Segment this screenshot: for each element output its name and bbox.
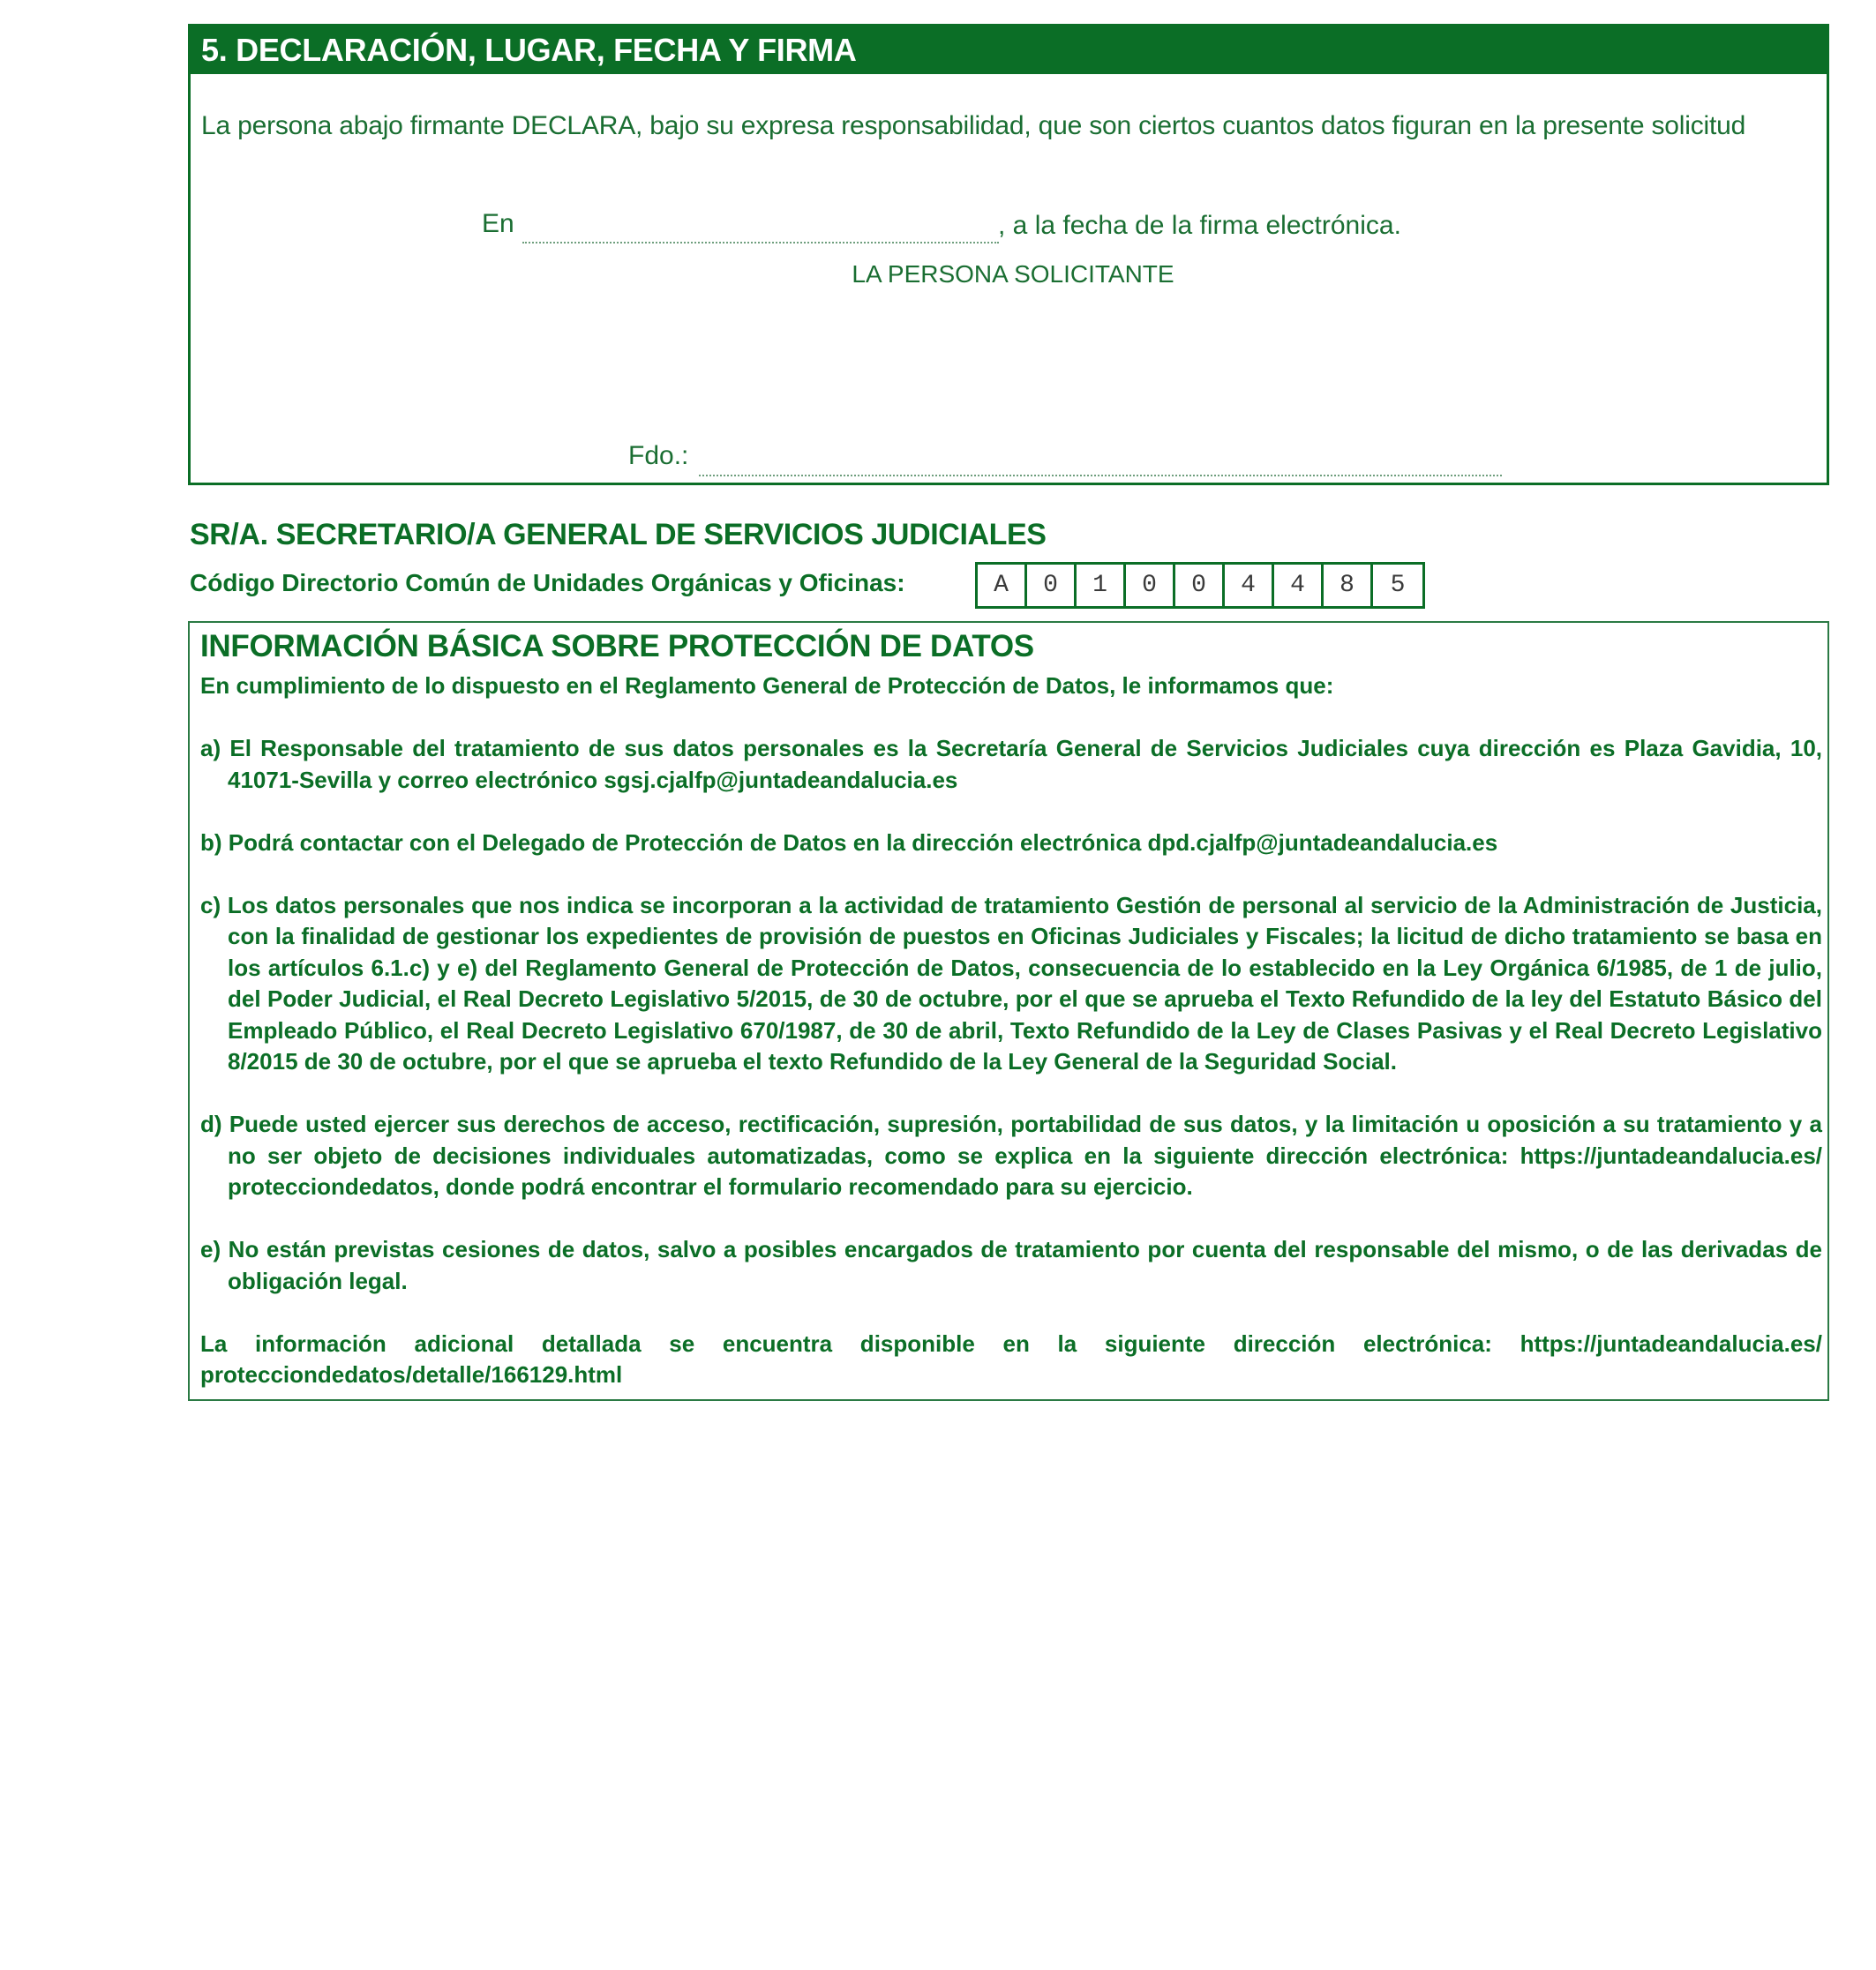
- code-char: 0: [1175, 565, 1225, 606]
- data-protection-body: [200, 670, 1822, 1391]
- recipient-title: SR/A. SECRETARIO/A GENERAL DE SERVICIOS JUDICIALES: [190, 518, 1047, 551]
- declaration-text: La persona abajo firmante DECLARA, bajo su expresa responsabilidad, que son ciertos cuantos datos figuran en la presente solicitud: [201, 111, 1746, 140]
- data-protection-item: e) No están previstas cesiones de datos, salvo a posibles encargados de tratamiento por cuenta del responsable del mismo, o de las derivadas de obligación legal.: [200, 1236, 1822, 1294]
- data-protection-item: c) Los datos personales que nos indica se incorporan a la actividad de tratamiento Gestión de personal al servicio de la Administración de Justicia, con la finalidad de gestionar los expedientes de provisión de puestos en Oficinas Judiciales y Fiscales; la licitud de dicho tratamiento se basa en los artículos 6.1.c) y e) del Reglamento General de Protección de Datos, consecuencia de lo establecido en la Ley Orgánica 6/1985, de 1 de julio, del Poder Judicial, el Real Decreto Legislativo 5/2015, de 30 de octubre, por el que se aprueba el Texto Refundido de la ley del Estatuto Básico del Empleado Público, el Real Decreto Legislativo 670/1987, de 30 de abril, Texto Refundido de la Ley de Clases Pasivas y el Real Decreto Legislativo 8/2015 de 30 de octubre, por el que se aprueba el texto Refundido de la Ley General de la Seguridad Social.: [200, 891, 1822, 1075]
- code-char: 0: [1126, 565, 1175, 606]
- directory-code: [975, 562, 1425, 609]
- code-char: 4: [1225, 565, 1274, 606]
- signature-field[interactable]: [699, 475, 1502, 476]
- code-char: 8: [1324, 565, 1373, 606]
- declaration-section: [188, 24, 1829, 485]
- data-protection-section: [188, 621, 1829, 1401]
- code-char: A: [978, 565, 1027, 606]
- data-protection-item: a) El Responsable del tratamiento de sus datos personales es la Secretaría General de Servicios Judiciales cuya dirección es Plaza Gavidia, 10, 41071-Sevilla y correo electrónico sgsj.cjalfp@juntadeandalucia.es: [200, 735, 1822, 793]
- data-protection-item: d) Puede usted ejercer sus derechos de acceso, rectificación, supresión, portabilidad de sus datos, y la limitación u oposición a su tratamiento y a no ser objeto de decisiones individuales automatizadas, como se explica en la siguiente dirección electrónica: https://juntadeandalucia.es/ protecciondedatos, donde podrá encontrar el formulario recomendado para su ejercicio.: [200, 1111, 1822, 1200]
- code-char: 5: [1390, 572, 1406, 599]
- code-char: 4: [1274, 565, 1324, 606]
- declaration-header: [191, 26, 1827, 74]
- declaration-title: 5. DECLARACIÓN, LUGAR, FECHA Y FIRMA: [201, 32, 857, 68]
- place-label: En: [482, 209, 514, 238]
- code-char: 0: [1027, 565, 1077, 606]
- data-protection-title: INFORMACIÓN BÁSICA SOBRE PROTECCIÓN DE DATOS: [200, 629, 1034, 663]
- directory-code-label: Código Directorio Común de Unidades Orgánicas y Oficinas:: [190, 569, 905, 596]
- code-char: 1: [1077, 565, 1126, 606]
- place-field[interactable]: [522, 242, 999, 243]
- signature-label: Fdo.:: [628, 441, 689, 470]
- data-protection-footer: La información adicional detallada se encuentra disponible en la siguiente dirección electrónica: https://juntadeandalucia.es/ protecciondedatos/detalle/166129.html: [200, 1330, 1822, 1388]
- data-protection-item: b) Podrá contactar con el Delegado de Protección de Datos en la dirección electrónica dpd.cjalfp@juntadeandalucia.es: [200, 828, 1498, 856]
- signer-label: LA PERSONA SOLICITANTE: [852, 260, 1174, 288]
- date-text: , a la fecha de la firma electrónica.: [998, 211, 1401, 240]
- data-protection-intro: En cumplimiento de lo dispuesto en el Reglamento General de Protección de Datos, le informamos que:: [200, 672, 1334, 699]
